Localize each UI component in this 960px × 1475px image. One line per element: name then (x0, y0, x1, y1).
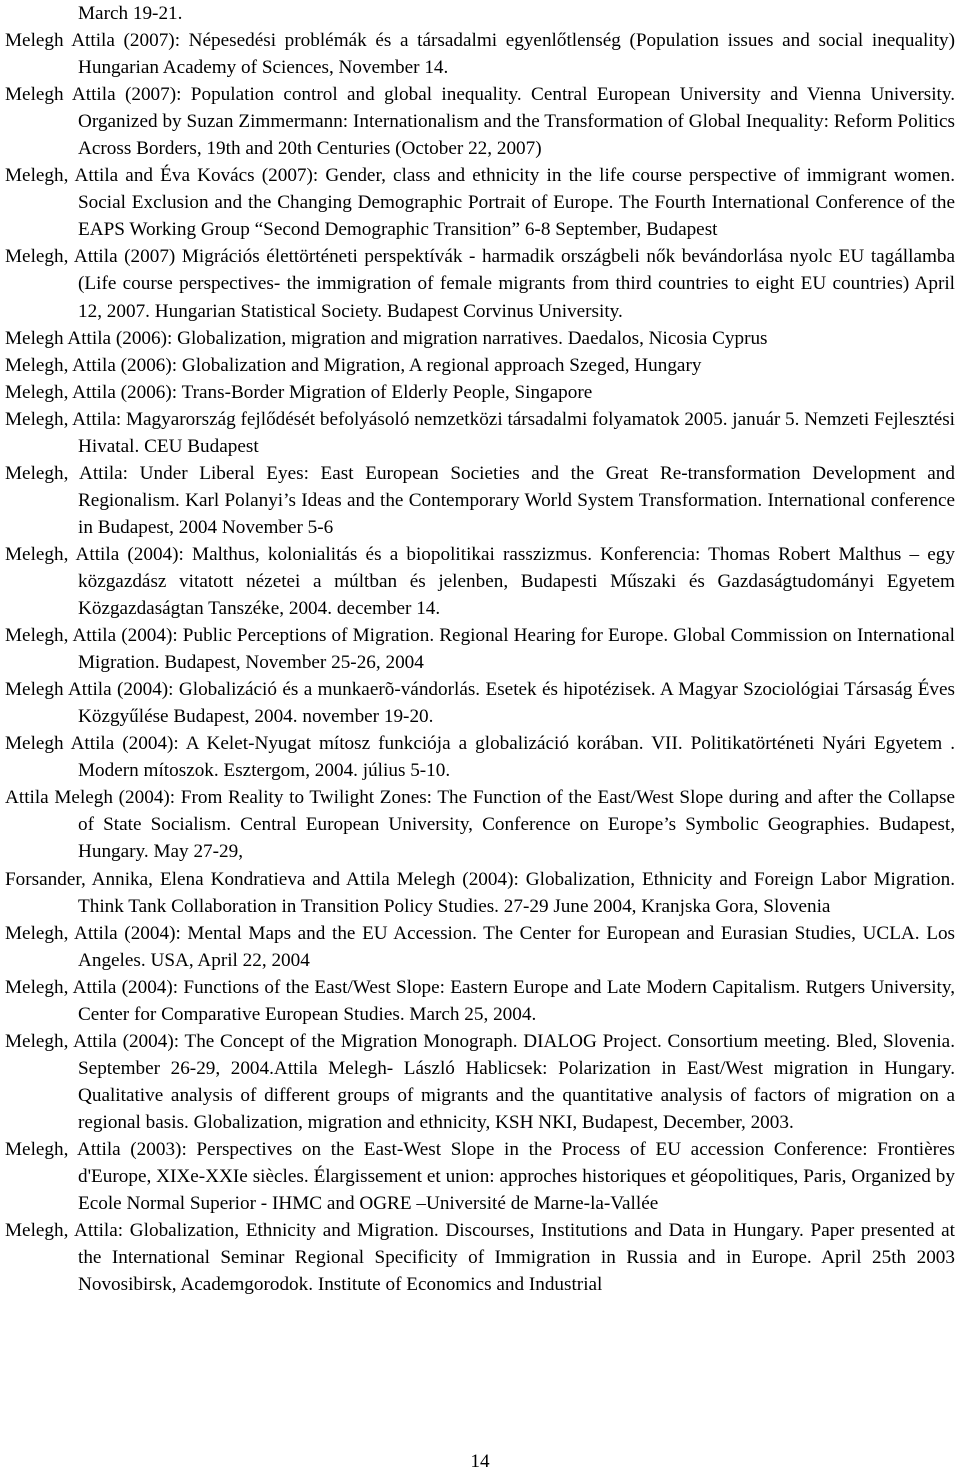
reference-list (5, 27, 955, 1298)
page-number: 14 (470, 1451, 490, 1472)
reference-entry: Melegh Attila (2007): Population control and global inequality. Central European University and Vienna University. Organized by Suzan Zimmermann: Internationalism and the Transformation of Global Inequality: Reform Politics Across Borders, 19th and 20th Centuries (October 22, 2007) (5, 84, 955, 160)
reference-entry: Melegh, Attila: Magyarország fejlődését befolyásoló nemzetközi társadalmi folyamatok 2005. január 5. Nemzeti Fejlesztési Hivatal. CEU Budapest (5, 408, 956, 457)
reference-entry: Melegh, Attila (2004): Malthus, kolonialitás és a biopolitikai rasszizmus. Konferencia: Thomas Robert Malthus – egy közgazdász vitatott nézetei a múltban és jelenben, Budapesti Műszaki és Gazdaságtudományi Egyetem Közgazdaságtan Tanszéke, 2004. december 14. (5, 543, 955, 620)
reference-entry: Melegh, Attila (2003): Perspectives on the East-West Slope in the Process of EU accession Conference: Frontières d'Europe, XIXe-XXIe siècles. Élargissement et union: approches historiques et géopolitiques, Paris, Organized by Ecole Normal Superior - IHMC and OGRE –Université de Marne-la-Vallée (5, 1138, 955, 1215)
reference-entry: Melegh Attila (2007): Népesedési problémák és a társadalmi egyenlőtlenség (Population issues and social inequality) Hungarian Academy of Sciences, November 14. (5, 30, 955, 79)
continuation-line: March 19-21. (78, 3, 183, 24)
reference-entry: Melegh, Attila (2004): Functions of the East/West Slope: Eastern Europe and Late Modern Capitalism. Rutgers University, Center for Comparative European Studies. March 25, 2004. (5, 976, 955, 1025)
reference-entry: Melegh, Attila (2006): Globalization and Migration, A regional approach Szeged, Hungary (5, 354, 702, 376)
reference-entry: Melegh, Attila: Globalization, Ethnicity and Migration. Discourses, Institutions and Data in Hungary. Paper presented at the International Seminar Regional Specificity of Immigration in Russia and in Europe. April 25th 2003 Novosibirsk, Academgorodok. Institute of Economics and Industrial (5, 1220, 955, 1296)
document-page (5, 0, 955, 1298)
reference-entry: Melegh, Attila (2004): The Concept of the Migration Monograph. DIALOG Project. Consortium meeting. Bled, Slovenia. September 26-29, 2004.Attila Melegh- László Hablicsek: Polarization in East/West migration in Hungary. Qualitative analysis of different groups of migrants and the quantitative analysis of factors of migration on a regional basis. Globalization, migration and ethnicity, KSH NKI, Budapest, December, 2003. (5, 1030, 955, 1133)
reference-entry: Melegh, Attila (2007) Migrációs élettörténeti perspektívák - harmadik országbeli nők bevándorlása nyolc EU tagállamba (Life course perspectives- the immigration of female migrants from third countries to eight EU countries) April 12, 2007. Hungarian Statistical Society. Budapest Corvinus University. (5, 246, 955, 322)
reference-entry: Melegh, Attila (2006): Trans-Border Migration of Elderly People, Singapore (5, 381, 593, 403)
reference-entry: Attila Melegh (2004): From Reality to Twilight Zones: The Function of the East/West Slope during and after the Collapse of State Socialism. Central European University, Conference on Europe’s Symbolic Geographies. Budapest, Hungary. May 27-29, (5, 787, 955, 863)
reference-entry: Melegh Attila (2006): Globalization, migration and migration narratives. Daedalos, Nicosia Cyprus (5, 327, 768, 349)
reference-entry: Melegh Attila (2004): A Kelet-Nyugat mítosz funkciója a globalizáció korában. VII. Politikatörténeti Nyári Egyetem . Modern mítoszok. Esztergom, 2004. július 5-10. (5, 733, 955, 782)
reference-entry: Melegh, Attila: Under Liberal Eyes: East European Societies and the Great Re-transformation Development and Regionalism. Karl Polanyi’s Ideas and the Contemporary World System Transformation. International conference in Budapest, 2004 November 5-6 (5, 462, 955, 538)
reference-entry: Melegh, Attila (2004): Public Perceptions of Migration. Regional Hearing for Europe. Global Commission on International Migration. Budapest, November 25-26, 2004 (5, 625, 955, 674)
reference-entry: Melegh, Attila and Éva Kovács (2007): Gender, class and ethnicity in the life course perspective of immigrant women. Social Exclusion and the Changing Demographic Portrait of Europe. The Fourth International Conference of the EAPS Working Group “Second Demographic Transition” 6-8 September, Budapest (5, 165, 955, 241)
reference-entry: Forsander, Annika, Elena Kondratieva and Attila Melegh (2004): Globalization, Ethnicity and Foreign Labor Migration. Think Tank Collaboration in Transition Policy Studies. 27-29 June 2004, Kranjska Gora, Slovenia (5, 868, 955, 917)
reference-entry: Melegh, Attila (2004): Mental Maps and the EU Accession. The Center for European and Eurasian Studies, UCLA. Los Angeles. USA, April 22, 2004 (5, 922, 955, 971)
reference-entry: Melegh Attila (2004): Globalizáció és a munkaerõ-vándorlás. Esetek és hipotézisek. A Magyar Szociológiai Társaság Éves Közgyűlése Budapest, 2004. november 19-20. (5, 679, 955, 728)
